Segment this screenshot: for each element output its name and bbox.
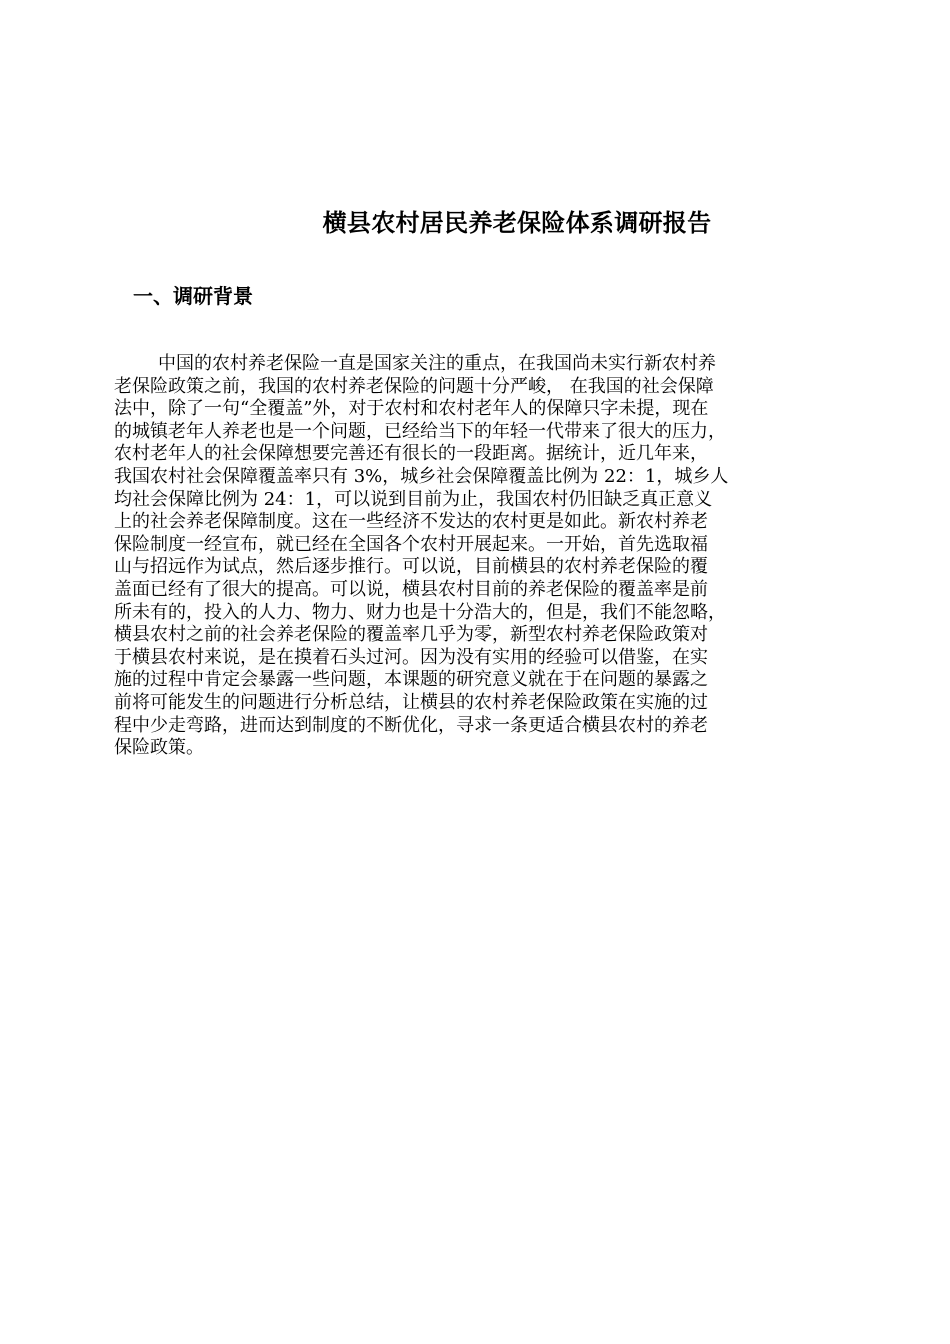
paragraph-line: 均社会保障比例为 24：1，可以说到目前为止，我国农村仍旧缺乏真正意义 bbox=[114, 488, 713, 510]
body-paragraph bbox=[114, 353, 874, 760]
paragraph-line: 老保险政策之前，我国的农村养老保险的问题十分严峻， 在我国的社会保障 bbox=[114, 375, 714, 397]
paragraph-line: 上的社会养老保障制度。这在一些经济不发达的农村更是如此。新农村养老 bbox=[114, 511, 708, 533]
section-heading: 一、调研背景 bbox=[133, 284, 253, 308]
paragraph-line: 保险制度一经宣布，就已经在全国各个农村开展起来。一开始，首先选取福 bbox=[114, 533, 708, 555]
paragraph-line: 横县农村之前的社会养老保险的覆盖率几乎为零，新型农村养老保险政策对 bbox=[114, 624, 708, 646]
paragraph-line: 农村老年人的社会保障想要完善还有很长的一段距离。据统计，近几年来， bbox=[114, 443, 708, 465]
paragraph-line: 盖面已经有了很大的提高。可以说，横县农村目前的养老保险的覆盖率是前 bbox=[114, 578, 708, 600]
paragraph-line: 施的过程中肯定会暴露一些问题，本课题的研究意义就在于在问题的暴露之 bbox=[114, 669, 708, 691]
paragraph-line: 的城镇老年人养老也是一个问题，已经给当下的年轻一代带来了很大的压力， bbox=[114, 420, 726, 442]
document-title: 横县农村居民养老保险体系调研报告 bbox=[322, 209, 712, 237]
paragraph-line: 山与招远作为试点，然后逐步推行。可以说，目前横县的农村养老保险的覆 bbox=[114, 556, 708, 578]
paragraph-line: 前将可能发生的问题进行分析总结，让横县的农村养老保险政策在实施的过 bbox=[114, 691, 708, 713]
paragraph-line: 法中，除了一句“全覆盖”外，对于农村和农村老年人的保障只字未提，现在 bbox=[114, 398, 709, 420]
paragraph-line: 中国的农村养老保险一直是国家关注的重点，在我国尚未实行新农村养 bbox=[158, 353, 716, 374]
paragraph-line: 于横县农村来说，是在摸着石头过河。因为没有实用的经验可以借鉴，在实 bbox=[114, 646, 708, 668]
paragraph-line: 保险政策。 bbox=[114, 737, 204, 759]
paragraph-line: 我国农村社会保障覆盖率只有 3%，城乡社会保障覆盖比例为 22：1，城乡人 bbox=[114, 465, 729, 487]
paragraph-line: 程中少走弯路，进而达到制度的不断优化，寻求一条更适合横县农村的养老 bbox=[114, 714, 708, 736]
paragraph-line: 所未有的，投入的人力、物力、财力也是十分浩大的，但是，我们不能忽略， bbox=[114, 601, 726, 623]
